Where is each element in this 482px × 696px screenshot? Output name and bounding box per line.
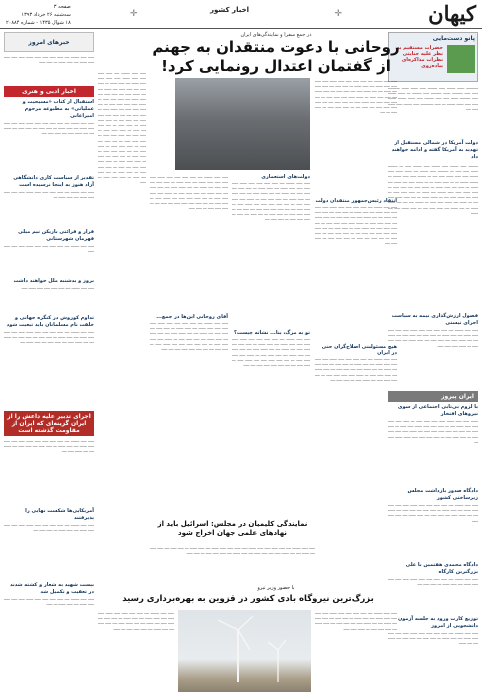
article-heading: تداوم کوروش در کنگره جهانی و خلقت نام مسلمانان باید تبعیت شود	[6, 315, 94, 328]
box-title: خبرهای امروز	[28, 38, 70, 46]
article-body: ـــــ ـــــ ـــــــ ــــ ـــــ ـــــ ـــــ ـــــ ــــــ ـــــ ـــــ ـــــ ـــــ ــــــ ــــ ـــــ ــــــ ـــ ـــــ ـــــ ــــ ـــــ ـــــ ــــ ــــــ ــــ ــــ ــــــ ـــــ ــــ ـــــ ـــــ ــــ ـــــ ــــــ ــــ ـــــ ـــــ ـــــ ـــ ــــــ	[98, 610, 174, 631]
article-heading: توزیع کارت ورود به جلسه آزمون دانشجویی از امروز	[398, 616, 478, 629]
newspaper-logo-box	[4, 32, 94, 52]
article-body: ـــــ ـــــ ـــــــ ــــ ـــــ ـــــ ـــــ ـــــ ــــــ ـــــ ـــــ ـــــ ـــــ ــــــ ــــ ـــــ ــــــ ـــ ـــــ ـــــ ــــ ـــــ ـــــ ــــ ــــــ ــــ ــــ ــــــ ـــــ ــــ ـــــ ـــــ ــــ ـــــ ــــــ ــــ ـــــ ـــــ ـــــ ـــ ــــــ ـــــ ـــــ ـــــ ـــــ ـــ ــــ ـــــ ـــــ ـــــ ــــ ــــــ ـــــ ـــ ـــــ ـــــ ــــ ــــ ـــــ ـــــ ـــــ ـــــ ــــ ـــــ ــــ ـــ ـــــ ـــــ ـــــ ـــ ـــــ ـــــ	[150, 174, 228, 211]
article-body: ـــــ ـــــ ـــــــ ــــ ـــــ ـــــ ـــــ ـــــ ــــــ ـــــ ـــــ ـــــ ـــــ ــــــ ــــ ـــــ ــــــ ـــ ـــــ ـــــ ــــ ـــــ ـــــ ــــ ــــــ ــــ ــــ ــــــ ـــــ ــــ ـــــ ـــــ ــــ ـــــ ــــــ ــــ ـــــ ـــــ ـــــ ـــ ــــــ ـــــ ـــــ	[315, 610, 397, 631]
article-heading: فصول ارزش‌گذاری نیمه به سیاست اجرای نیستی	[391, 313, 478, 326]
main-article-middle	[232, 174, 310, 514]
article-body: ـــــ ـــــ ـــــــ ــــ ـــــ ـــــ ـــــ ـــــ ــــــ ـــــ ـــــ ـــــ ـــــ ــــــ ــــ ـــــ ــــــ ـــ ـــــ ـــــ ــــ ـــــ ـــــ ــــ ــــــ ــــ ــــ ــــــ ـــــ ــــ ـــــ ـــــ ــــ ـــــ ــــــ ــــ ـــــ ـــــ ـــــ ـــ ــــــ ـــــ ـــــ ـــــ ـــــ ـــ ــــ ـــــ ـــــ ـــــ ــــ ــــــ ـــــ ـــ ـــــ ـــــ ــــ ــــ ـــــ ـــــ ـــــ ـــــ ــــ ـــــ ــــ ـــ ـــــ ـــــ ـــــ ـــ ـــــ ـــــ ـــ ــــ ـــــ ــــ ـــــ ـــ ـــــ ـــــ ـــــ ـــ ـــــ ـــــ ــــ	[232, 180, 310, 222]
main-headline-block	[150, 32, 402, 76]
article-body: ـــــ ـــــ ـــــــ ــــ ـــــ ـــــ ـــــ ـــــ ــــــ ـــــ ـــــ ـــــ ـــــ ــــــ ــــ ـــــ ــــــ ـــ ـــــ ـــــ ــــ ـــــ ـــــ ــــ ــــــ ــــ ــــ ــــــ ـــــ ــــ ـــــ ـــــ ــــ ـــــ ــــــ ــــ ـــــ ـــــ ـــــ ـــ ــــــ ـــــ ـــــ ـــــ ـــــ ـــ ــــ ـــــ ـــــ ـــــ ــــ ــــــ ـــــ ـــ ـــــ ـــــ ــــ ــــ ـــــ ـــــ ـــــ ـــــ ــــ ـــــ	[150, 320, 228, 352]
box-red-heading: حضرات مستقیم به نظر علیه جنایتی	[396, 45, 443, 57]
section-title: اخبار کشور	[210, 6, 250, 14]
issue-number: ۱۸ شوال ۱۴۳۵ - شماره ۲۰۸۸۴	[6, 20, 71, 26]
left-column	[98, 70, 146, 590]
compass-icon: ✛	[334, 9, 342, 19]
main-article-right	[315, 78, 397, 528]
box-red-heading-2: نظرات مذاکره‌ای پیاده‌روی	[401, 57, 443, 69]
article-body: ـــــ ـــــ ـــــــ ــــ ـــــ ـــــ ـــــ ـــــ ــــــ ـــــ ـــــ ـــــ ـــــ	[4, 243, 94, 254]
section-box-header: اخبار ادبی و هنری	[4, 86, 94, 97]
article-body: ـــــ ـــــ ـــــــ ــــ ـــــ ـــــ ـــــ ـــــ ــــــ ـــــ ـــــ ـــــ ـــــ ــــــ ــــ ـــــ ــــــ ـــ ـــــ ـــــ ــــ ـــــ ـــــ ــــ ــــــ ــــ ــــ ــــــ ـــــ ــــ ـــــ ـــــ ــــ ـــــ ــــــ ــــ ـــــ ـــــ ـــــ ـــ ــــــ ـــــ ـــــ ـــــ ـــــ ـــ ــــ ـــــ ـــــ ـــــ ــــ ــــــ ـــــ ـــ ـــــ ـــــ ــــ	[315, 356, 397, 382]
article-body: ـــــ ـــــ ـــــــ ــــ ـــــ ـــــ ـــــ ـــــ ــــــ ـــــ ـــــ ـــــ ـــــ ــــــ ــــ ـــــ ــــــ ـــ ـــــ ـــــ ــــ ـــــ ـــــ ــــ ــــــ ــــ ــــ ــــــ ـــــ ــــ ـــــ ـــــ ــــ ـــــ ــــــ ــــ ـــــ ـــــ ـــــ ـــ ــــــ ـــــ ـــــ ـــــ ـــــ ـــ ــــ ـــــ ـــــ ـــــ ــــ ــــــ ـــــ ـــ ـــــ ـــــ ــــ ــــ ـــــ ـــــ ـــــ ـــــ ــــ ـــــ	[232, 336, 310, 368]
article-heading: آمریکایی‌ها شکست نهایی را پذیرفتند	[25, 508, 94, 521]
headline-kicker: در جمع سفرا و نمایندگی‌های ایران	[240, 32, 312, 38]
article-subheading: دولت‌های استعماری	[261, 174, 310, 180]
article-body: ــــــ ـــــ ـــــ ــــــ ـــــ ـــــ ـــــ ـــــ ـــ ـــــ ـــــ ـــــ ـــــ ـــــ ــــــ ــــ ـــ ـــــ ـــــ ـــــ ــــــ ـــــ ـــــ ـــ ـــــ ـــــ ــــ ـــــ ــــ ـــــ ـــــ ـــــ ـــــ ــــ ــــــ ـــــ ـــــ ـــــ ـــــ ـــ ـــــ ـــــ ـــــ ـــ ـــــ ـــــ ـــــ ـــــ ــــــ ــــــ ـــــ ـــ	[388, 418, 478, 444]
article-body: ـــــ ـــــ ـــــــ ــــ ـــــ ـــــ ـــــ ـــــ ــــــ ـــــ ـــــ ـــــ ـــــ ــــــ ــــ ـــــ ــــــ ـــ ـــــ ـــــ ــــ ـــــ ـــــ ــــ ــــــ ــــ ــــ ــــــ ـــــ ــــ ـــــ ـــــ ــــ ـــــ ــــــ ــــ ـــــ ـــــ ـــــ ـــ ـــــ ـــــ	[150, 545, 315, 556]
article-body: ـــــ ـــــ ـــــــ ــــ ـــــ ـــــ ـــــ ـــــ ــــــ ـــــ ـــــ ـــــ ـــــ ــــــ ــــ ـــــ ــــــ ـــ ـــــ ـــــ ــــ	[4, 522, 94, 533]
article-body: ـــــ ـــــ ـــــــ ــــ ـــــ ـــــ ـــــ ـــــ ــــــ ـــــ ـــــ ـــــ ـــــ ــــــ ــــ ـــــ ــــــ ـــ	[4, 189, 94, 200]
issue-date: سه‌شنبه ۲۶ خرداد ۱۳۹۳	[21, 12, 71, 18]
highlight-box: اجرای تدبیر علیه داعش را از ایران گزینه‌ای که ایران از مقاومت گذشته است	[4, 411, 94, 436]
article-subheading: هیچ مسئولیتی اصلاح‌گران حتی در ایران	[321, 344, 397, 356]
article-heading: قرار و قرائتی بازیکن تیم میلی قهرمان شهرستانی	[18, 229, 94, 242]
issue-info	[6, 3, 71, 27]
article-body: ــــــــــ ــــــ ـــــــ ـــــ ــــــــ ـــــ ــــــ ــــــ ــــــــــ ـــــ ـــــ ـــــــــ ــــــ ـــــــــ ـــــ ــــــــ ـــ ــــــ ـــــــ ـــــ ـــــــــ ــــــ ـــــ ـــــ ــــــــ ـــــ ــــــ ـــــــ ـــــــ ـــــ ـــــ ــــــ ـــــــ ـــ ـــــ ـــــــــــ ـــــ ـــــــ ـــــ ــــــ ـــــ ــــ	[388, 85, 478, 111]
article-body: ـــــ ـــــ ـــــــ ــــ ـــــ ـــــ ـــــ ـــــ ــــــ ـــــ ـــــ ـــــ ـــــ ــــــ ــــ ـــــ ــــــ ـــ ـــــ ـــــ ــــ ـــــ ـــــ ــــ ــــــ ــــ ــــ ــــــ ـــــ ــــ ـــــ ـــــ ــــ ـــــ ــــــ ــــ ـــــ ـــــ ـــــ ـــ ــــــ ـــــ ـــــ ـــــ ـــــ ـــ ــــ ـــــ ـــــ ـــــ ــــ ــــــ ـــــ ـــ ـــــ ـــــ ــــ ــــ ـــــ ـــــ ـــــ ـــــ ــــ ـــــ ــــ ـــ ـــــ ـــــ ـــــ ـــ ـــــ ـــــ ـــ ــــ	[315, 78, 397, 115]
article-body: ـــــ ـــــ ـــــــ ــــ ـــــ ـــــ ـــــ ـــــ ــــــ ـــــ ـــــ ـــــ ـــــ ــــــ ــــ ـــــ ــــــ ـــ ـــــ ـــــ	[4, 54, 94, 65]
article-body: ـــــ ـــــ ـــــــ ــــ ـــــ ـــــ ـــــ ـــــ ــــــ ـــــ ـــــ ـــــ ـــــ ــــــ ــــ ـــــ ــــــ ـــ ـــــ ـــــ ــــ ـــــ ـــــ ــــ ــــــ ــــ ــــ ــــــ	[388, 630, 478, 646]
article-body: ـــــ ـــــ ـــــــ ــــ ـــــ ـــــ ـــــ ـــــ ــــــ ـــــ ـــــ ـــــ ـــــ ــــــ ــــ ـــــ ــــــ ـــ ـــــ ـــــ ــــ ـــــ ـــــ ــــ ــــــ ــــ ــــ ــــــ ـــــ ــــ ـــــ ـــــ ــــ ـــــ ــــــ ــــ ـــــ ـــــ ـــــ ـــ ــــــ ـــــ ـــــ ـــــ ـــــ ـــ ــــ ـــــ ـــــ ـــــ ــــ ــــــ ـــــ ـــ ـــــ ـــــ ــــ ــــ ـــــ ـــــ ـــــ ـــــ ــــ ـــــ ــــ ـــ ـــــ ـــــ ـــــ ـــ ـــــ ـــــ ـــ ــــ ـــــ ــــ ـــــ ـــ ـــــ ـــــ ـــــ ـــ ـــــ ـــــ ــــ	[315, 204, 397, 246]
compass-icon: ✛	[130, 9, 138, 19]
middle-headline: نمایندگی کلیمیان در مجلس: اسرائیل باید از نهادهای علمی جهان اخراج شود	[157, 520, 308, 537]
wind-kicker: با حضور وزیر نیرو	[257, 585, 295, 591]
article-body: ـــــ ـــــ ـــــــ ــــ ـــــ ـــــ ـــــ ـــــ ــــــ ـــــ ـــــ ـــــ ـــــ ــــــ ــــ ـــــ ــــــ ـــ ـــــ ـــــ ــــ ـــــ ـــــ ــــ ــــــ ــــ ــــ ــــــ ـــــ ــــ ـــــ ـــــ ــــ ـــــ ــــــ ــــ ـــــ ـــــ ـــــ ـــ ــــــ ـــــ ـــــ ـــــ	[388, 327, 478, 348]
article-body: ـــــ ـــــ ـــــــ ــــ ـــــ ـــــ ـــــ ـــــ ــــــ ـــــ ـــــ ـــــ ـــــ ــــــ ــــ ـــــ ــــــ ـــ ـــــ ـــــ ــــ ـــــ ـــــ ــــ ــــــ ــــ ــــ ــــــ ـــــ ــــ ـــــ ـــــ ــــ ـــــ ــــــ ــــ ـــــ ـــــ ـــــ ـــ ــــــ ـــــ ـــــ ـــــ ـــــ ـــ ــــ ـــــ ـــــ ـــــ ــــ ــــــ ـــــ ـــ ـــــ ـــــ ــــ ــــ ـــــ ـــــ ـــــ ـــــ ــــ ـــــ ــــ ـــ ـــــ ـــــ ـــــ ـــ ـــــ ـــــ ـــ ــــ ـــــ ــــ ـــــ ـــ ـــــ ـــــ ـــــ ـــ ـــــ ـــــ ــــ ـــــ ـــــ ـــــ ـــ ـــــ ـــــ ـــــ ـــ ــــ ـــــ ــــ ـــــ ـــ ـــــ ـــــ ـــــ ـــ ـــــ ـــــ ــــ ــــ ـــــ ـــــ ـــــ ـــ ـــــ ـــــ ـــ ــــ ـــــ ــــ ـــــ ـــ ـــــ ـــــ ـــــ ـــ ـــــ ـــــ ـــــ ـــــ ــــ ـــــ ـــ ـــــ ـــــ ـــــ ـــ ـــــ ـــــ ـــ ــــ ـــــ ــــ ـــــ ـــ ـــــ ـــــ ـــــ ـــ ـــــ	[98, 70, 146, 185]
article-body: ـــــ ـــــ ـــــــ ــــ ـــــ ـــــ ـــــ ـــــ ــــــ ـــــ ـــــ ـــــ ـــــ ــــــ ــــ ـــــ ــــــ ـــ ـــــ	[4, 596, 94, 607]
article-body: ــــــــ ـــــ ـــــــ ـــــ ـــــــ ـــــ ـــــــ ـــــ ـــ ــــــــ ــــــ ـــــ ـــــ ـــ ـــــــــ ـــــ ـــــــ ــــ ــــــ ــــــ ـــــ ـــــــ ـــــ ـــــ ــــــ ـــــ ــــ ـــ ـــــــ ـــــ ـــــ ـــــــ ـــ ـــــــ ـــــــ ـــ ـــ ـــــ ــــــ ـــ ـــ ــــــ ـــــ ــــ ــــــ ــــ ــــــ ـــ ـــــ ــــ ـــــ ــــــ ـــ ــــــ ـــــ ــــ ـــــ ـــــ ـــ ـــــ ــــــ ـــــ ـــــ ـــــــ ــــ ــــــ ـــ ـــــ ـــــ ـــــ ـــ ـــــ ــــ ــــــ ـــــ ــــ ـــ ــــــ ــــــ ـــ ــــ ـــــ ــــــ ـــــ ــــ ـــ ــــــ ــــ ــــــ ـــــ ـــــ ـــ ـــــــ ــــ ــــ ــــ ــــــ ــــــ ـــ ــــ ــــــ ــــ ـــــ ـــــ ــــ ـــ ـــــ ــــــ ـــــ ــــ ــــــ	[388, 163, 478, 215]
main-headline: روحانی با دعوت منتقدان به جهنم	[152, 38, 400, 56]
article-subheading: تو به مرگ، بنا... نشانه چیست؟	[233, 330, 310, 336]
box-title: پانو دست‌مایی	[432, 35, 475, 42]
article-body: ـــــ ـــــ ـــــــ ــــ ـــــ ـــــ ـــــ ـــــ ــــــ ـــــ ـــــ ـــــ ـــــ ــــــ ــــ ـــــ ــــــ ـــ ـــــ ـــــ ــــ ـــــ ـــــ ــــ ــــــ ــــ ــــ ــــــ ـــــ ــــ ـــــ ـــــ ــــ ـــــ ــــــ ــــ	[4, 329, 94, 345]
wind-turbine-icon	[178, 610, 311, 692]
article-body: ـــــ ـــــ ـــــــ ــــ ـــــ ـــــ ـــــ ـــــ ــــــ ـــــ	[21, 285, 94, 290]
article-body: ـــــ ـــــ ـــــــ ــــ ـــــ ـــــ ـــــ ـــــ ــــــ ـــــ ـــــ ـــــ ـــــ ــــــ ــــ ـــــ ــــــ ـــ ـــــ ـــــ ــــ ـــــ ـــــ ــــ ــــــ ــــ ــــ ــــــ ـــــ ــــ ـــــ ـــــ ــــ	[4, 120, 94, 136]
main-headline-line-2: از گفتمان اعتدال رونمایی کرد!	[161, 57, 391, 75]
wind-farm-photo	[178, 610, 311, 692]
logo-image	[447, 45, 475, 73]
article-body: ـــــ ـــــ ـــــــ ــــ ـــــ ـــــ ـــــ ـــــ ــــــ ـــــ ـــــ ـــــ ـــــ ــــــ ــــ ـــــ ــــــ ـــ ـــــ ـــــ ــــ	[388, 576, 478, 587]
page-number: صفحه ۳	[53, 4, 71, 10]
meeting-photo	[175, 78, 310, 170]
article-heading: دولت آمریکا در شمالی مستقبل از تهدید به آمریکا گفته و ادامه خواهند داد	[391, 140, 478, 160]
article-heading: بروز و بدشنبه ملل خواهند داشت	[13, 278, 94, 284]
masthead	[0, 0, 482, 29]
article-heading: بیست شهید به شعار و کشته شدند در تعقیب و تکمیل شد	[9, 582, 94, 595]
section-box-header: ایران پیروز	[388, 391, 478, 402]
main-article-left	[150, 174, 228, 514]
far-left-column	[4, 32, 94, 692]
right-column	[388, 32, 478, 692]
wind-headline: بزرگ‌ترین نیروگاه بادی کشور در قزوین به بهره‌برداری رسید	[122, 594, 374, 604]
article-heading: با لزوم بی‌تابی اجتماعی از سوی نیرو‌های افتخار	[397, 404, 478, 417]
article-heading: استقبال از کتاب «مسیحیت و عملیاتی» به مطبوعه مرحوم امیراعانی	[22, 99, 94, 119]
article-body: ـــــ ـــــ ـــــــ ــــ ـــــ ـــــ ـــــ ـــــ ــــــ ـــــ ـــــ ـــــ ـــــ ــــــ ــــ ـــــ ــــــ ـــ ـــــ ـــــ ــــ ـــــ ـــــ ــــ ــــــ ــــ ــــ ــــــ ـــــ ــــ	[4, 438, 94, 454]
article-subheading: آقای روحانی این‌ها در جمع...	[156, 314, 228, 320]
article-body: ـــــ ـــــ ـــــــ ــــ ـــــ ـــــ ـــــ ـــــ ــــــ ـــــ ـــــ ـــــ ـــــ ــــــ ــــ ـــــ ــــــ ـــ ـــــ ـــــ ــــ ـــــ ـــــ ــــ ــــــ ــــ ــــ ــــــ ـــــ ــــ ـــــ ـــــ ــــ ـــــ ــــــ ــــ ـــــ ـــــ ـــــ	[388, 502, 478, 523]
article-heading: تقدیر از سیاست کاری دانشگاهی آزاد هنوز به اینجا نرسیده است	[13, 175, 94, 188]
article-heading: دادگاه محمدی هفتمین با علی بزرگترین کارگاه	[405, 562, 478, 575]
article-subheading: انتقاد رئیس‌جمهور منتقدان دولت	[315, 198, 397, 204]
newspaper-logo: کیهان	[428, 1, 476, 26]
article-heading: دادگاه صدور بازداشت مجلس زیرساختی کشور	[407, 488, 478, 501]
